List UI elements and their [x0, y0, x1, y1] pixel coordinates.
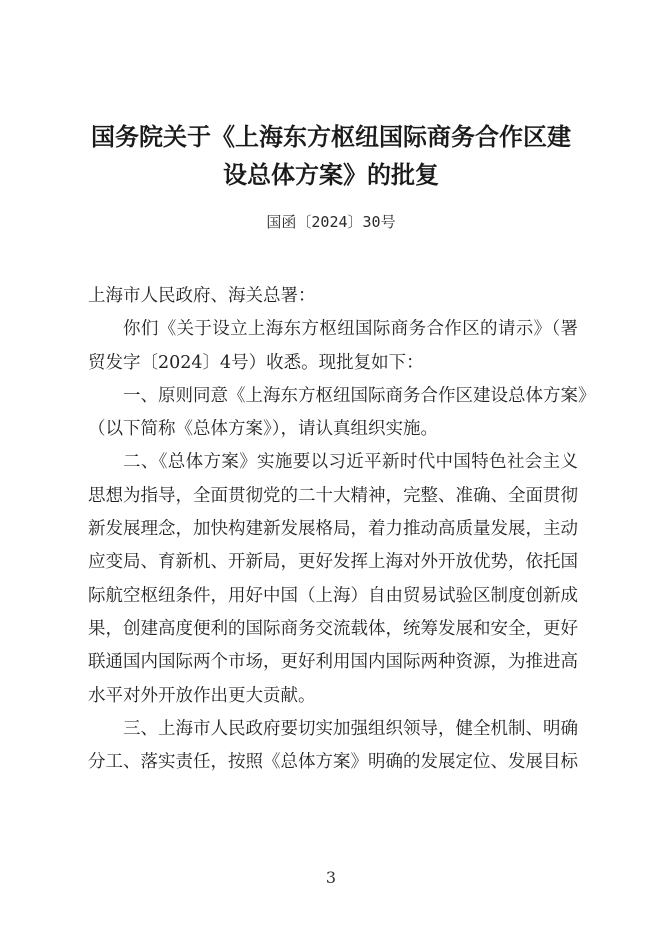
body-line: 应变局、育新机、开新局，更好发挥上海对外开放优势，依托国 [88, 552, 578, 573]
body-line: 果，创建高度便利的国际商务交流载体，统筹发展和安全，更好 [88, 618, 578, 639]
document-title-line-2: 设总体方案》的批复 [223, 161, 439, 189]
body-line: 分工、落实责任，按照《总体方案》明确的发展定位、发展目标 [88, 752, 578, 773]
body-line: 三、上海市人民政府要切实加强组织领导，健全机制、明确 [123, 718, 578, 739]
body-line: 联通国内国际两个市场，更好利用国内国际两种资源，为推进高 [88, 652, 578, 673]
body-line: （以下简称《总体方案》），请认真组织实施。 [88, 419, 438, 440]
body-line: 贸发字〔2024〕4号）收悉。现批复如下： [88, 352, 424, 373]
body-line: 新发展理念，加快构建新发展格局，着力推动高质量发展，主动 [88, 519, 578, 540]
document-body [88, 280, 596, 779]
body-line: 水平对外开放作出更大贡献。 [88, 685, 316, 706]
addressee-line: 上海市人民政府、海关总署： [88, 286, 316, 306]
body-line: 一、原则同意《上海东方枢纽国际商务合作区建设总体方案》 [123, 385, 596, 406]
body-line: 二、《总体方案》实施要以习近平新时代中国特色社会主义 [123, 452, 578, 473]
page-number: 3 [325, 868, 337, 887]
body-line: 你们《关于设立上海东方枢纽国际商务合作区的请示》（署 [123, 319, 578, 340]
body-line: 际航空枢纽条件，用好中国（上海）自由贸易试验区制度创新成 [88, 585, 578, 606]
document-title-line-1: 国务院关于《上海东方枢纽国际商务合作区建 [91, 123, 571, 151]
document-number: 国函〔2024〕30号 [266, 213, 396, 231]
body-line: 思想为指导，全面贯彻党的二十大精神，完整、准确、全面贯彻 [88, 485, 578, 506]
